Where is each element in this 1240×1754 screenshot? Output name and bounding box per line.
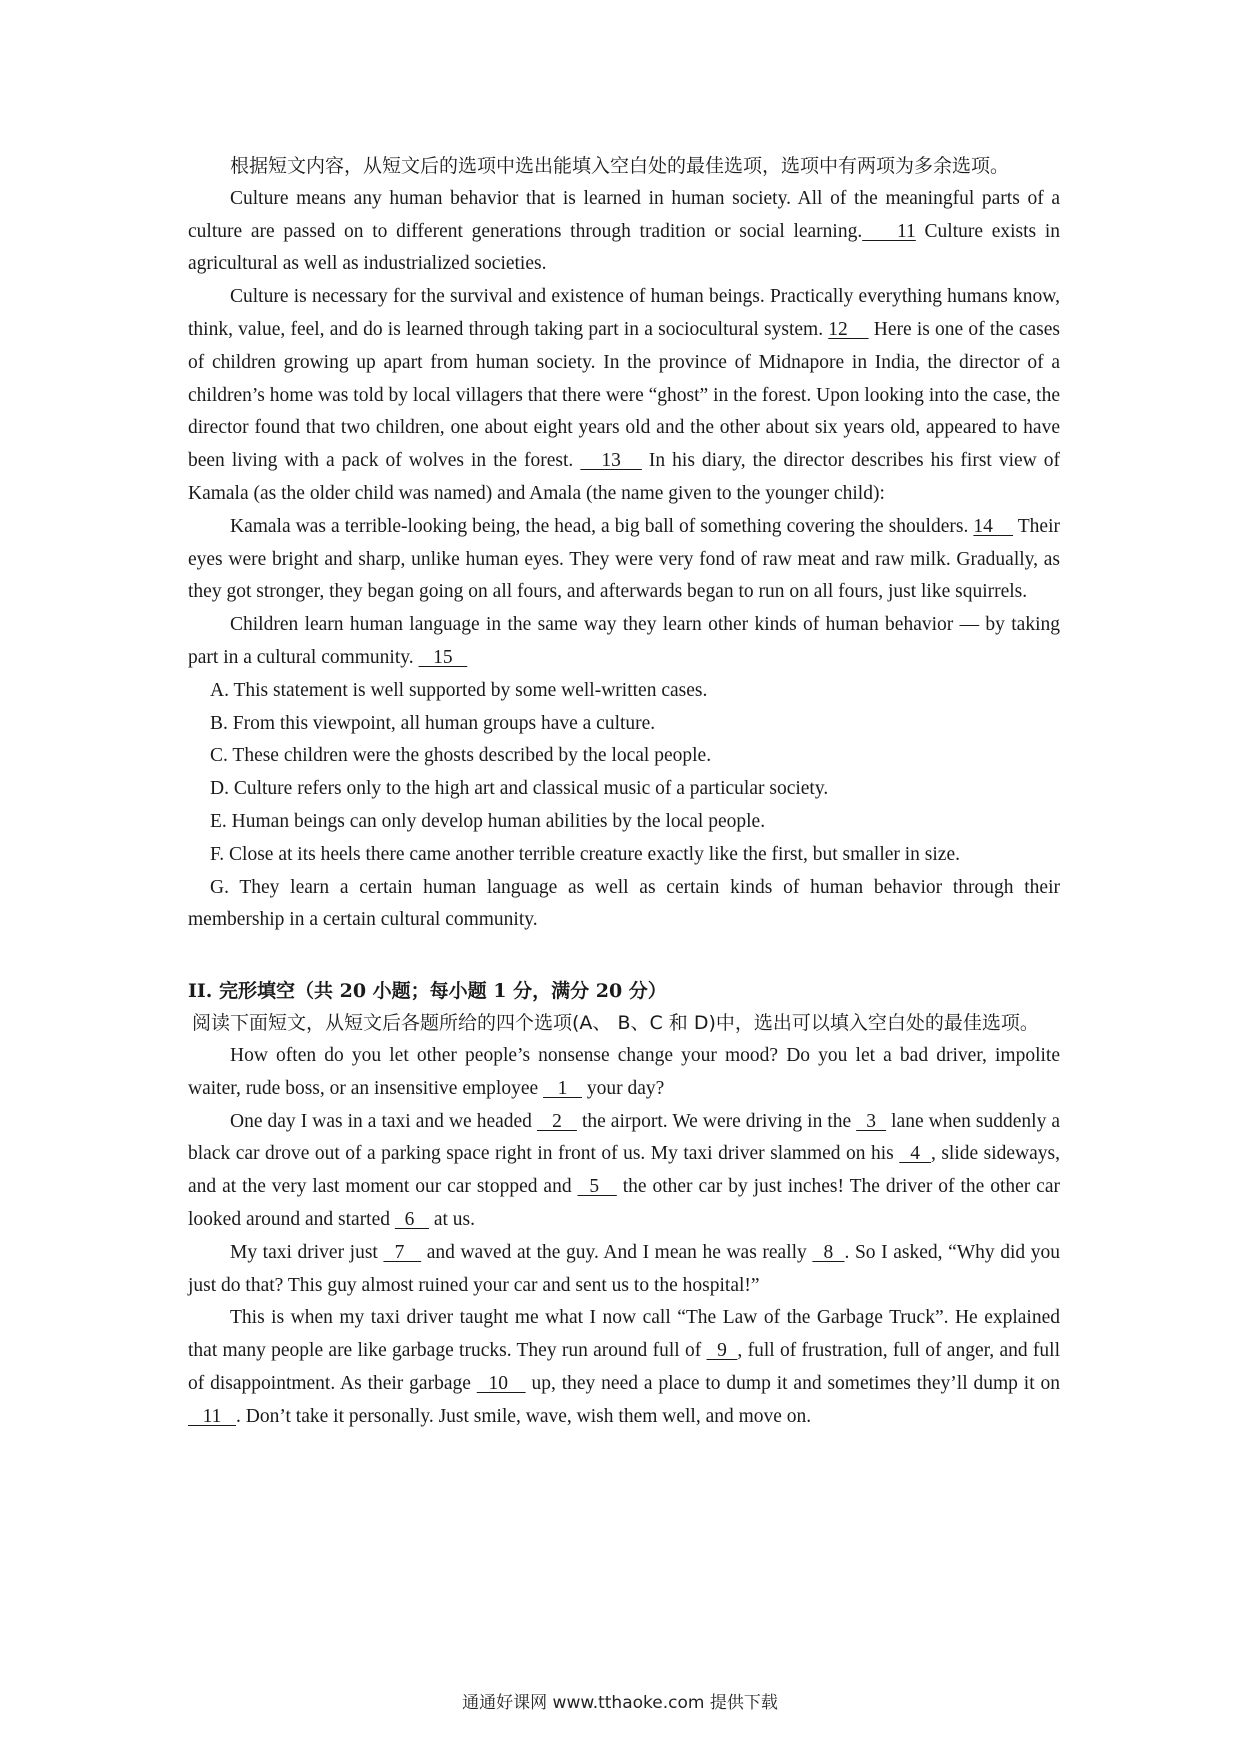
text: , slide sideways, and at the very last moment our car stopped and (188, 1143, 1060, 1198)
text: Children learn human language in the same way they learn other kinds of human behavior — by taking part in a cultural community. (188, 614, 1060, 668)
text: . Don’t take it personally. Just smile, wave, wish them well, and move on. (236, 1405, 812, 1427)
blank-7: 7 (383, 1241, 422, 1263)
option-e: E. Human beings can only develop human abilities by the local people. (210, 810, 766, 832)
blank-9: 9 (706, 1340, 738, 1362)
text: This is when my taxi driver taught me what I now call “The Law of the Garbage Truck”. He explained that many people are like garbage trucks. They run around full of (188, 1307, 1060, 1362)
reading-paragraph-2 (188, 281, 1060, 511)
reading-instructions: 根据短文内容，从短文后的选项中选出能填入空白处的最佳选项，选项中有两项为多余选项。 (230, 155, 1010, 177)
blank-11: 11 (862, 220, 916, 242)
reading-paragraph-4 (188, 609, 1060, 675)
blank-12: 12 (828, 318, 869, 340)
page-footer: 通通好课网 www.tthaoke.com 提供下载 (462, 1693, 778, 1713)
blank-2: 2 (536, 1110, 577, 1132)
text: How often do you let other people’s nonsense change your mood? Do you let a bad driver, impolite waiter, rude boss, or an insensitive employee (188, 1044, 1060, 1099)
option-g: G. They learn a certain human language as well as certain kinds of human behavior through their membership in a certain cultural community. (188, 876, 1060, 931)
blank-6: 6 (394, 1208, 429, 1230)
text: In his diary, the director describes his first view of Kamala (as the older child was named) and Amala (the name given to the younger child): (188, 450, 1060, 504)
option-a: A. This statement is well supported by some well-written cases. (210, 679, 708, 701)
option-c: C. These children were the ghosts described by the local people. (210, 745, 712, 767)
text: lane when suddenly a black car drove out of a parking space right in front of us. My taxi driver slammed on his (188, 1110, 1061, 1165)
text: . So I asked, “Why did you just do that? This guy almost ruined your car and sent us to the hospital!” (188, 1241, 1061, 1296)
text: , full of frustration, full of anger, and full of disappointment. As their garbage (188, 1340, 1061, 1394)
document-page (188, 150, 1060, 1433)
cloze-paragraph-2 (188, 1106, 1060, 1237)
blank-10: 10 (476, 1372, 526, 1394)
cloze-paragraph-4 (188, 1302, 1060, 1433)
text: One day I was in a taxi and we headed (230, 1110, 537, 1132)
blank-11-cloze: 11 (188, 1405, 237, 1427)
text: the airport. We were driving in the (576, 1110, 857, 1132)
blank-3: 3 (856, 1110, 887, 1132)
text: and waved at the guy. And I mean he was really (421, 1241, 813, 1263)
text: at us. (428, 1208, 476, 1230)
text: Kamala was a terrible-looking being, the head, a big ball of something covering the shoulders. (230, 515, 974, 537)
text: Culture exists in agricultural as well as industrialized societies. (188, 220, 1060, 275)
reading-paragraph-3 (188, 511, 1060, 609)
text: up, they need a place to dump it and sometimes they’ll dump it on (525, 1372, 1060, 1394)
option-f: F. Close at its heels there came another terrible creature exactly like the first, but smaller in size. (210, 843, 960, 865)
cloze-paragraph-3 (188, 1237, 1060, 1303)
text: My taxi driver just (230, 1241, 384, 1263)
text: Here is one of the cases of children growing up apart from human society. In the province of Midnapore in India, the director of a children’s home was told by local villagers that there were “ghost” in the forest. Upon looking into the case, the director found that two children, one about eight years old and the other about six years old, appeared to have been living with a pack of wolves in the forest. (188, 318, 1061, 472)
text: Their eyes were bright and sharp, unlike human eyes. They were very fond of raw meat and raw milk. Gradually, as they got stronger, they began going on all fours, and afterwards began to run on all fours, just like squirrels. (188, 515, 1060, 603)
blank-8: 8 (812, 1241, 845, 1263)
reading-paragraph-1 (188, 183, 1060, 281)
cloze-instructions: 阅读下面短文，从短文后各题所给的四个选项(A、 B、C 和 D)中，选出可以填入空白处的最佳选项。 (192, 1012, 1039, 1035)
blank-13: 13 (580, 450, 642, 472)
text: Culture is necessary for the survival and existence of human beings. Practically everything humans know, think, value, feel, and do is learned through taking part in a sociocultural system. (188, 286, 1060, 340)
text: your day? (582, 1077, 665, 1099)
blank-14: 14 (973, 515, 1014, 537)
section-heading: II. 完形填空（共 20 小题；每小题 1 分，满分 20 分） (188, 980, 667, 1003)
text: Culture means any human behavior that is learned in human society. All of the meaningful parts of a culture are passed on to different generations through tradition or social learning. (188, 187, 1060, 242)
option-b: B. From this viewpoint, all human groups have a culture. (210, 712, 656, 734)
blank-4: 4 (899, 1143, 931, 1165)
blank-15: 15 (418, 646, 468, 668)
blank-5: 5 (577, 1176, 617, 1198)
cloze-paragraph-1 (188, 1040, 1060, 1106)
blank-1: 1 (543, 1077, 582, 1099)
option-d: D. Culture refers only to the high art and classical music of a particular society. (210, 778, 829, 800)
text: the other car by just inches! The driver of the other car looked around and started (188, 1176, 1060, 1230)
